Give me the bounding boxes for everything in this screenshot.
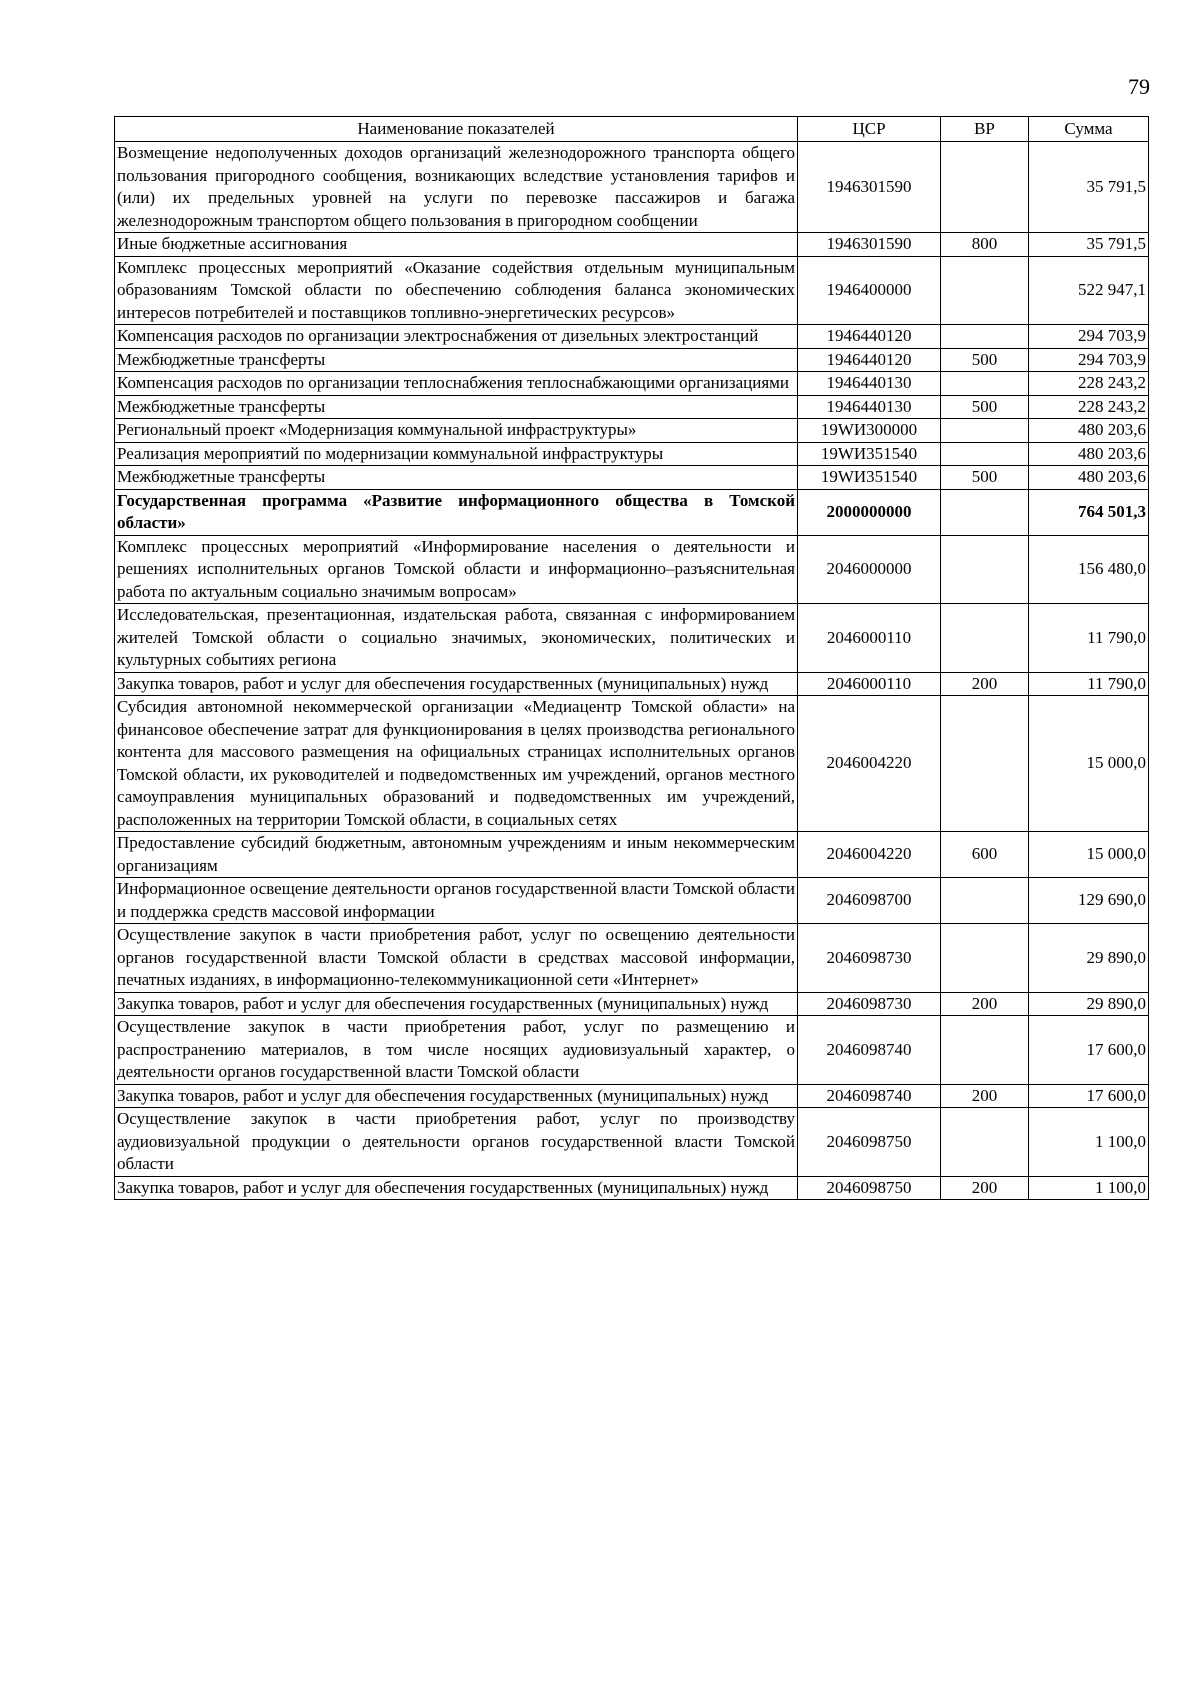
row-csr-cell: 1946440130 [798, 395, 941, 419]
row-sum-cell: 35 791,5 [1029, 142, 1149, 233]
row-vr-cell [941, 1108, 1029, 1177]
budget-table [114, 116, 1149, 1200]
row-csr-cell: 1946440120 [798, 348, 941, 372]
row-name-cell: Государственная программа «Развитие информационного общества в Томской области» [115, 489, 798, 535]
table-row [115, 466, 1149, 490]
row-vr-cell: 500 [941, 466, 1029, 490]
row-csr-cell: 2046098750 [798, 1108, 941, 1177]
row-vr-cell [941, 325, 1029, 349]
row-name-cell: Закупка товаров, работ и услуг для обеспечения государственных (муниципальных) нужд [115, 992, 798, 1016]
row-csr-cell: 2046098700 [798, 878, 941, 924]
row-name-cell: Региональный проект «Модернизация коммунальной инфраструктуры» [115, 419, 798, 443]
row-sum-cell: 294 703,9 [1029, 325, 1149, 349]
row-csr-cell: 2046098750 [798, 1176, 941, 1200]
row-vr-cell [941, 878, 1029, 924]
row-name-cell: Компенсация расходов по организации электроснабжения от дизельных электростанций [115, 325, 798, 349]
table-row [115, 1108, 1149, 1177]
row-vr-cell: 500 [941, 348, 1029, 372]
row-csr-cell: 1946301590 [798, 142, 941, 233]
row-vr-cell [941, 1016, 1029, 1085]
row-csr-cell: 2046000000 [798, 535, 941, 604]
row-sum-cell: 764 501,3 [1029, 489, 1149, 535]
row-name-cell: Компенсация расходов по организации теплоснабжения теплоснабжающими организациями [115, 372, 798, 396]
page-number: 79 [1128, 74, 1150, 99]
row-sum-cell: 11 790,0 [1029, 672, 1149, 696]
row-sum-cell: 17 600,0 [1029, 1084, 1149, 1108]
row-name-cell: Осуществление закупок в части приобретения работ, услуг по производству аудиовизуальной продукции о деятельности органов государственной власти Томской области [115, 1108, 798, 1177]
table-row [115, 142, 1149, 233]
row-name-cell: Закупка товаров, работ и услуг для обеспечения государственных (муниципальных) нужд [115, 1176, 798, 1200]
row-sum-cell: 1 100,0 [1029, 1176, 1149, 1200]
row-csr-cell: 2046000110 [798, 604, 941, 673]
row-name-cell: Информационное освещение деятельности органов государственной власти Томской области и поддержка средств массовой информации [115, 878, 798, 924]
row-vr-cell [941, 924, 1029, 993]
row-vr-cell: 200 [941, 1084, 1029, 1108]
row-name-cell: Возмещение недополученных доходов организаций железнодорожного транспорта общего пользования пригородного сообщения, возникающих вследствие установления тарифов и (или) их предельных уровней на услуги по перевозке пассажиров и багажа железнодорожным транспортом общего пользования в пригородном сообщении [115, 142, 798, 233]
row-sum-cell: 15 000,0 [1029, 832, 1149, 878]
row-vr-cell [941, 142, 1029, 233]
table-row [115, 878, 1149, 924]
table-row [115, 832, 1149, 878]
table-row [115, 233, 1149, 257]
row-sum-cell: 294 703,9 [1029, 348, 1149, 372]
row-vr-cell [941, 535, 1029, 604]
row-name-cell: Исследовательская, презентационная, издательская работа, связанная с информированием жителей Томской области о социально значимых, экономических, политических и культурных событиях региона [115, 604, 798, 673]
table-header [115, 117, 1149, 142]
row-name-cell: Комплекс процессных мероприятий «Информирование населения о деятельности и решениях исполнительных органов Томской области и информационно–разъяснительная работа по актуальным социально значимым вопросам» [115, 535, 798, 604]
row-name-cell: Закупка товаров, работ и услуг для обеспечения государственных (муниципальных) нужд [115, 1084, 798, 1108]
row-vr-cell: 500 [941, 395, 1029, 419]
header-name: Наименование показателей [115, 117, 798, 142]
row-sum-cell: 29 890,0 [1029, 992, 1149, 1016]
row-sum-cell: 1 100,0 [1029, 1108, 1149, 1177]
table-row [115, 348, 1149, 372]
row-vr-cell [941, 604, 1029, 673]
table-row [115, 672, 1149, 696]
row-csr-cell: 1946400000 [798, 256, 941, 325]
row-sum-cell: 11 790,0 [1029, 604, 1149, 673]
table-row [115, 325, 1149, 349]
row-csr-cell: 2046098740 [798, 1016, 941, 1085]
table-row [115, 604, 1149, 673]
row-vr-cell: 200 [941, 672, 1029, 696]
row-vr-cell [941, 256, 1029, 325]
row-sum-cell: 29 890,0 [1029, 924, 1149, 993]
row-csr-cell: 2046004220 [798, 696, 941, 832]
row-name-cell: Реализация мероприятий по модернизации коммунальной инфраструктуры [115, 442, 798, 466]
table-row [115, 992, 1149, 1016]
row-sum-cell: 480 203,6 [1029, 466, 1149, 490]
row-vr-cell [941, 419, 1029, 443]
row-sum-cell: 228 243,2 [1029, 372, 1149, 396]
row-csr-cell: 2046004220 [798, 832, 941, 878]
row-csr-cell: 1946440120 [798, 325, 941, 349]
row-csr-cell: 2046000110 [798, 672, 941, 696]
row-vr-cell [941, 696, 1029, 832]
row-name-cell: Иные бюджетные ассигнования [115, 233, 798, 257]
table-body [115, 142, 1149, 1200]
row-vr-cell [941, 489, 1029, 535]
row-sum-cell: 480 203,6 [1029, 419, 1149, 443]
table-row [115, 256, 1149, 325]
row-sum-cell: 522 947,1 [1029, 256, 1149, 325]
row-csr-cell: 19WИ351540 [798, 442, 941, 466]
header-vr: ВР [941, 117, 1029, 142]
row-csr-cell: 2046098730 [798, 924, 941, 993]
table-row [115, 1176, 1149, 1200]
row-csr-cell: 1946440130 [798, 372, 941, 396]
table-row [115, 924, 1149, 993]
row-name-cell: Предоставление субсидий бюджетным, автономным учреждениям и иным некоммерческим организациям [115, 832, 798, 878]
row-name-cell: Межбюджетные трансферты [115, 348, 798, 372]
table-row [115, 419, 1149, 443]
row-name-cell: Комплекс процессных мероприятий «Оказание содействия отдельным муниципальным образованиям Томской области по обеспечению соблюдения баланса экономических интересов потребителей и поставщиков топливно-энергетических ресурсов» [115, 256, 798, 325]
header-row [115, 117, 1149, 142]
table-row [115, 696, 1149, 832]
table-row [115, 395, 1149, 419]
row-name-cell: Межбюджетные трансферты [115, 395, 798, 419]
row-sum-cell: 35 791,5 [1029, 233, 1149, 257]
table-row [115, 372, 1149, 396]
row-csr-cell: 19WИ300000 [798, 419, 941, 443]
header-sum: Сумма [1029, 117, 1149, 142]
row-name-cell: Субсидия автономной некоммерческой организации «Медиацентр Томской области» на финансовое обеспечение затрат для функционирования в целях производства регионального контента для массового размещения на официальных страницах исполнительных органов Томской области, их руководителей и подведомственных им учреждений, органов местного самоуправления муниципальных образований и подведомственных им учреждений, расположенных на территории Томской области, в социальных сетях [115, 696, 798, 832]
row-csr-cell: 1946301590 [798, 233, 941, 257]
row-csr-cell: 2000000000 [798, 489, 941, 535]
row-name-cell: Межбюджетные трансферты [115, 466, 798, 490]
row-vr-cell [941, 372, 1029, 396]
table-row [115, 489, 1149, 535]
row-vr-cell: 200 [941, 1176, 1029, 1200]
row-vr-cell: 600 [941, 832, 1029, 878]
row-csr-cell: 2046098740 [798, 1084, 941, 1108]
row-name-cell: Закупка товаров, работ и услуг для обеспечения государственных (муниципальных) нужд [115, 672, 798, 696]
row-sum-cell: 17 600,0 [1029, 1016, 1149, 1085]
row-sum-cell: 228 243,2 [1029, 395, 1149, 419]
table-row [115, 535, 1149, 604]
row-csr-cell: 2046098730 [798, 992, 941, 1016]
row-vr-cell: 800 [941, 233, 1029, 257]
row-vr-cell: 200 [941, 992, 1029, 1016]
row-sum-cell: 156 480,0 [1029, 535, 1149, 604]
table-row [115, 442, 1149, 466]
row-sum-cell: 480 203,6 [1029, 442, 1149, 466]
row-name-cell: Осуществление закупок в части приобретения работ, услуг по размещению и распространению материалов, в том числе носящих аудиовизуальный характер, о деятельности органов государственной власти Томской области [115, 1016, 798, 1085]
row-sum-cell: 15 000,0 [1029, 696, 1149, 832]
row-sum-cell: 129 690,0 [1029, 878, 1149, 924]
row-csr-cell: 19WИ351540 [798, 466, 941, 490]
table-row [115, 1016, 1149, 1085]
table-row [115, 1084, 1149, 1108]
header-csr: ЦСР [798, 117, 941, 142]
row-name-cell: Осуществление закупок в части приобретения работ, услуг по освещению деятельности органов государственной власти Томской области в средствах массовой информации, печатных изданиях, в информационно-телекоммуникационной сети «Интернет» [115, 924, 798, 993]
row-vr-cell [941, 442, 1029, 466]
